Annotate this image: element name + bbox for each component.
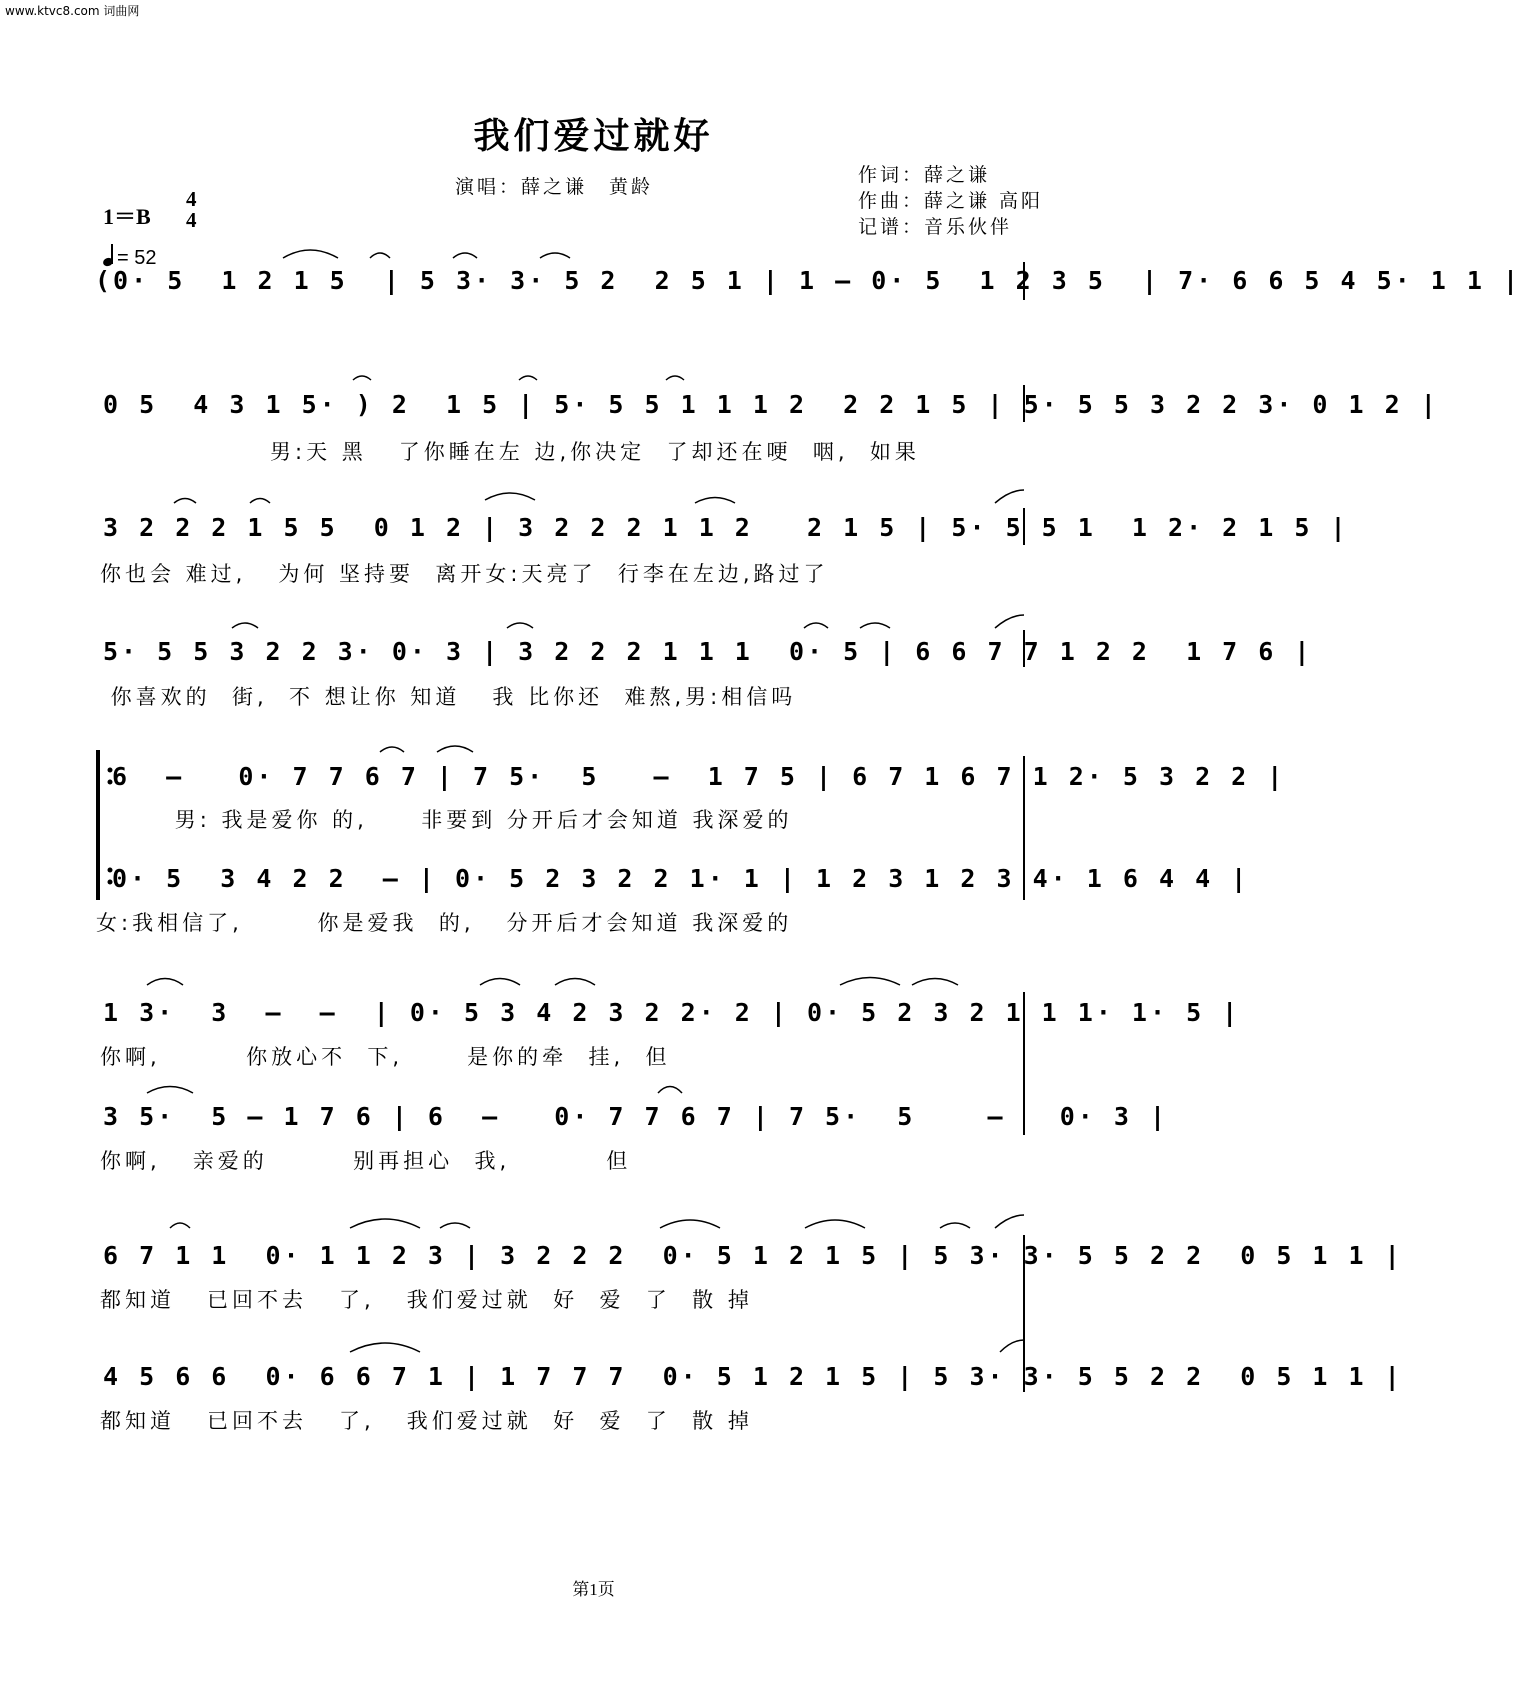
lyric-row-8: 你啊, 亲爱的 别再担心 我, 但 — [100, 1149, 632, 1173]
song-title: 我们爱过就好 — [473, 116, 714, 157]
tempo-value: = 52 — [117, 247, 157, 269]
lyric-row-5: 男: 我是爱你 的, 非要到 分开后才会知道 我深爱的 — [100, 808, 793, 832]
lyric-row-9: 都知道 已回不去 了, 我们爱过就 好 爱 了 散 掉 — [100, 1288, 753, 1312]
notation-row-9: 6 7 1 1 0· 1 1 2 3 | 3 2 2 2 0· 5 1 2 1 5 | 5 3· 3· 5 5 2 2 0 5 1 1 | — [103, 1241, 1403, 1270]
key-signature: 1＝B — [103, 204, 151, 229]
notation-row-4: 5· 5 5 3 2 2 3· 0· 3 | 3 2 2 2 1 1 1 0· 5 | 6 6 7 7 1 2 2 1 7 6 | — [103, 637, 1313, 666]
notation-row-3: 3 2 2 2 1 5 5 0 1 2 | 3 2 2 2 1 1 2 2 1 5 | 5· 5 5 1 1 2· 2 1 5 | — [103, 513, 1349, 542]
transcriber-credit: 记谱：音乐伙伴 — [858, 216, 1013, 238]
watermark: www.ktvc8.com 词曲网 — [5, 4, 140, 18]
lyric-row-3: 你也会 难过, 为何 坚持要 离开女:天亮了 行李在左边,路过了 — [100, 562, 829, 586]
lyric-row-10: 都知道 已回不去 了, 我们爱过就 好 爱 了 散 掉 — [100, 1409, 753, 1433]
lyric-row-2: 男:天 黑 了你睡在左 边,你决定 了却还在哽 咽, 如果 — [270, 440, 920, 464]
singer-credit: 演唱：薛之谦 黄龄 — [455, 176, 654, 198]
notation-row-7: 1 3· 3 – – | 0· 5 3 4 2 3 2 2· 2 | 0· 5 2 3 2 1 1 1· 1· 5 | — [103, 998, 1241, 1027]
notation-row-10: 4 5 6 6 0· 6 6 7 1 | 1 7 7 7 0· 5 1 2 1 5 | 5 3· 3· 5 5 2 2 0 5 1 1 | — [103, 1362, 1403, 1391]
lyricist-credit: 作词：薛之谦 — [858, 164, 991, 186]
notation-row-2: 0 5 4 3 1 5· ) 2 1 5 | 5· 5 5 1 1 1 2 2 2 1 5 | 5· 5 5 3 2 2 3· 0 1 2 | — [103, 390, 1439, 419]
notation-row-6: 0· 5 3 4 2 2 – | 0· 5 2 3 2 2 1· 1 | 1 2 3 1 2 3 4· 1 6 4 4 | — [112, 864, 1250, 893]
composer-credit: 作曲：薛之谦 高阳 — [858, 190, 1044, 212]
lyric-row-4: 你喜欢的 街, 不 想让你 知道 我 比你还 难熬,男:相信吗 — [100, 685, 797, 709]
time-signature-top: 4 — [186, 187, 197, 211]
notation-row-5: 6 – 0· 7 7 6 7 | 7 5· 5 – 1 7 5 | 6 7 1 6 7 1 2· 5 3 2 2 | — [112, 762, 1286, 791]
notation-row-1: (0· 5 1 2 1 5 | 5 3· 3· 5 2 2 5 1 | 1 – 0· 5 1 2 3 5 | 7· 6 6 5 4 5· 1 1 | — [95, 266, 1521, 295]
lyric-row-6: 女:我相信了, 你是爱我 的, 分开后才会知道 我深爱的 — [96, 911, 793, 935]
notation-row-8: 3 5· 5 – 1 7 6 | 6 – 0· 7 7 6 7 | 7 5· 5 – 0· 3 | — [103, 1102, 1169, 1131]
time-signature-bottom: 4 — [186, 208, 197, 232]
lyric-row-7: 你啊, 你放心不 下, 是你的牵 挂, 但 — [100, 1045, 671, 1069]
page-number: 第1页 — [572, 1580, 615, 1599]
